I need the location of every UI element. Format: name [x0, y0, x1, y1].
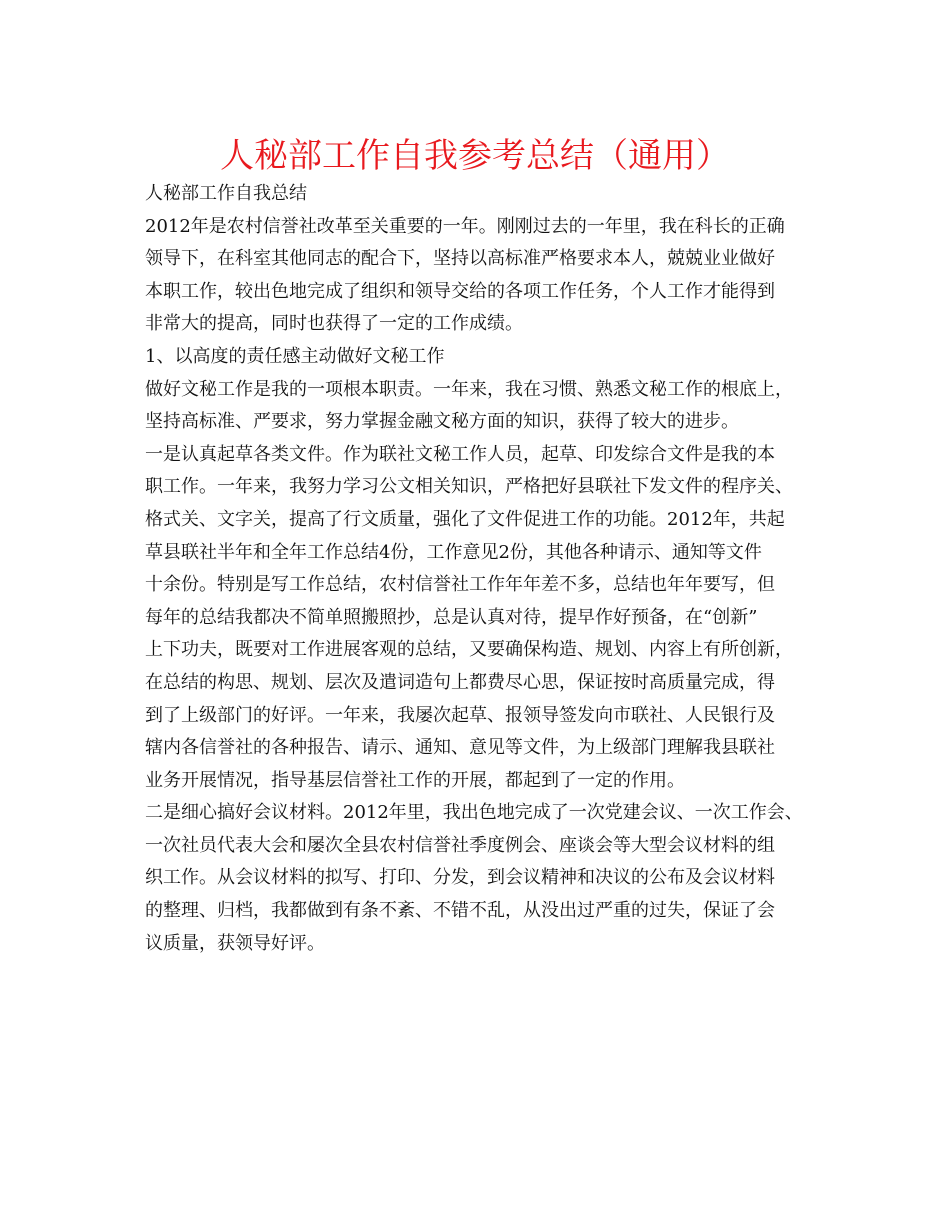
body-line: 每年的总结我都决不简单照搬照抄，总是认真对待，提早作好预备，在“创新” — [145, 606, 758, 628]
body-line: 做好文秘工作是我的一项根本职责。一年来，我在习惯、熟悉文秘工作的根底上， — [145, 378, 793, 400]
body-line: 议质量，获领导好评。 — [145, 932, 325, 954]
body-line: 非常大的提高，同时也获得了一定的工作成绩。 — [145, 313, 523, 335]
body-line: 草县联社半年和全年工作总结4份，工作意见2份，其他各种请示、通知等文件 — [145, 541, 762, 563]
body-line: 职工作。一年来，我努力学习公文相关知识，严格把好县联社下发文件的程序关、 — [145, 476, 793, 498]
body-line: 领导下，在科室其他同志的配合下，坚持以高标准严格要求本人，兢兢业业做好 — [145, 248, 775, 270]
body-line: 本职工作，较出色地完成了组织和领导交给的各项工作任务，个人工作才能得到 — [145, 280, 775, 302]
body-line: 的整理、归档，我都做到有条不紊、不错不乱，从没出过严重的过失，保证了会 — [145, 900, 775, 922]
body-line: 2012年是农村信誉社改革至关重要的一年。刚刚过去的一年里，我在科长的正确 — [145, 215, 785, 237]
body-line: 坚持高标准、严要求，努力掌握金融文秘方面的知识，获得了较大的进步。 — [145, 411, 739, 433]
body-line: 在总结的构思、规划、层次及遣词造句上都费尽心思，保证按时高质量完成，得 — [145, 671, 775, 693]
body-line: 一次社员代表大会和屡次全县农村信誉社季度例会、座谈会等大型会议材料的组 — [145, 834, 775, 856]
document-title: 人秘部工作自我参考总结（通用） — [220, 136, 730, 176]
body-line: 1、以高度的责任感主动做好文秘工作 — [145, 345, 445, 367]
body-line: 一是认真起草各类文件。作为联社文秘工作人员，起草、印发综合文件是我的本 — [145, 443, 775, 465]
body-line: 辖内各信誉社的各种报告、请示、通知、意见等文件，为上级部门理解我县联社 — [145, 737, 775, 759]
body-line: 格式关、文字关，提高了行文质量，强化了文件促进工作的功能。2012年，共起 — [145, 508, 785, 530]
body-line: 人秘部工作自我总结 — [145, 183, 307, 204]
body-line: 十余份。特别是写工作总结，农村信誉社工作年年差不多，总结也年年要写，但 — [145, 574, 775, 596]
body-line: 业务开展情况，指导基层信誉社工作的开展，都起到了一定的作用。 — [145, 769, 685, 791]
body-line: 织工作。从会议材料的拟写、打印、分发，到会议精神和决议的公布及会议材料 — [145, 867, 775, 889]
body-line: 二是细心搞好会议材料。2012年里，我出色地完成了一次党建会议、一次工作会、 — [145, 802, 803, 824]
body-line: 到了上级部门的好评。一年来，我屡次起草、报领导签发向市联社、人民银行及 — [145, 704, 775, 726]
document-body — [145, 178, 825, 960]
body-line: 上下功夫，既要对工作进展客观的总结，又要确保构造、规划、内容上有所创新， — [145, 639, 793, 661]
